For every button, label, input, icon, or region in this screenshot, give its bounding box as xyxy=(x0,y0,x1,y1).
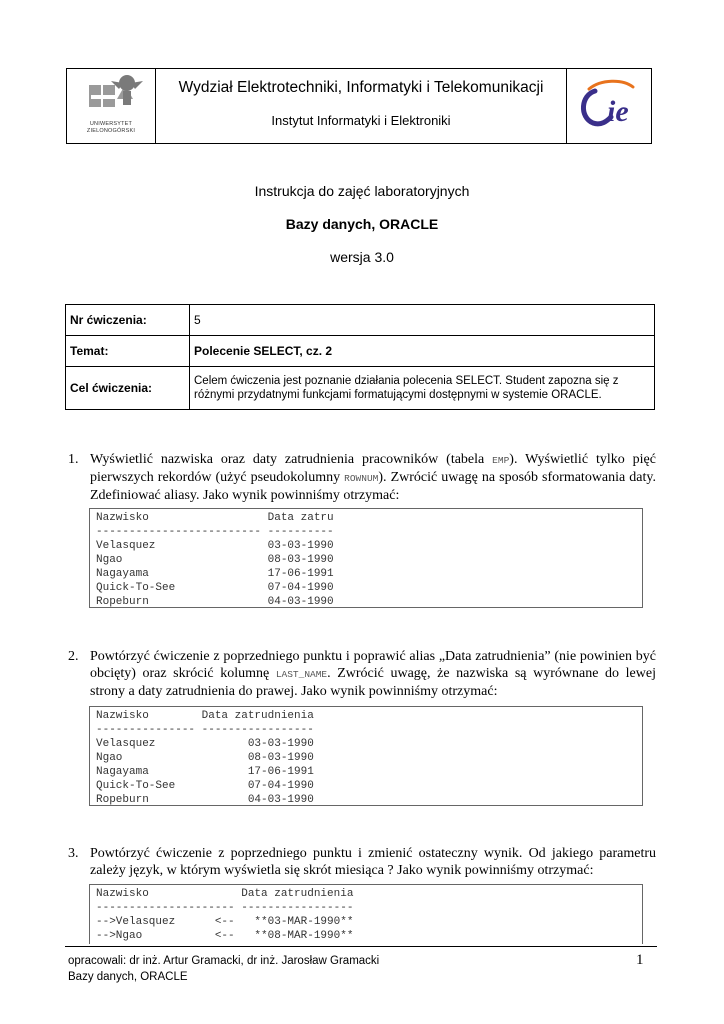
task-number: 1. xyxy=(68,452,79,467)
course-title: Bazy danych, ORACLE xyxy=(285,216,439,232)
text-segment: ). Wyświetlić tylko pięć pierwszych rekordów (użyć pseudokolumny xyxy=(90,452,656,485)
university-caption xyxy=(67,121,155,134)
expected-output: Nazwisko Data zatrudnienia --------------------- ----------------- -->Velasquez <-- **03-MAR-1990** -->Ngao <-- **08-MAR-1990** xyxy=(89,884,643,944)
institute-logo xyxy=(566,69,651,143)
goal-value xyxy=(190,367,655,410)
page-number: 1 xyxy=(636,952,644,968)
table-row xyxy=(66,336,655,367)
footer-authors: opracowali: dr inż. Artur Gramacki, dr inż. Jarosław Gramacki xyxy=(68,955,380,967)
table-row xyxy=(66,305,655,336)
faculty-name: Wydział Elektrotechniki, Informatyki i Telekomunikacji xyxy=(178,79,544,96)
instruction-subtitle: Instrukcja do zajęć laboratoryjnych xyxy=(254,183,470,199)
iie-logo-icon xyxy=(567,69,651,143)
version-label: wersja 3.0 xyxy=(330,249,394,265)
task-text xyxy=(90,451,656,504)
task-text xyxy=(90,648,656,700)
caption-line-2: ZIELONOGÓRSKI xyxy=(86,127,136,134)
goal-label: Cel ćwiczenia: xyxy=(66,367,190,410)
expected-output: Nazwisko Data zatrudnienia --------------- ----------------- Velasquez 03-03-1990 Ngao 08-03-1990 Nagayama 17-06-1991 Quick-To-See 07-04-1990 Ropeburn 04-03-1990 xyxy=(89,706,643,806)
text-segment: ). Zwrócić uwagę na sposób sformatowania daty. Zdefiniować aliasy. Jako wynik powinniśmy otrzymać: xyxy=(90,470,656,503)
topic-label: Temat: xyxy=(66,336,190,367)
inline-code: EMP xyxy=(492,455,510,466)
page-footer xyxy=(68,953,379,985)
exercise-number-label: Nr ćwiczenia: xyxy=(66,305,190,336)
task-2 xyxy=(68,648,656,700)
exercise-info-table xyxy=(65,304,655,410)
task-number: 2. xyxy=(68,649,79,664)
text-segment: . Zwrócić uwagę, że nazwiska są wyrównane do lewej strony a daty zatrudnienia do prawej. Jako wynik powinniśmy otrzymać: xyxy=(90,666,656,699)
table-row xyxy=(66,367,655,410)
text-segment: Wyświetlić nazwiska oraz daty zatrudnienia pracowników (tabela xyxy=(90,452,493,467)
footer-course: Bazy danych, ORACLE xyxy=(68,971,188,983)
inline-code: LAST_NAME xyxy=(275,669,328,680)
text-segment: Powtórzyć ćwiczenie z poprzedniego punktu i poprawić alias „Data zatrudnienia” (nie powinien być obcięty) oraz skrócić kolumnę xyxy=(90,649,656,681)
task-number: 3. xyxy=(68,846,79,861)
task-1 xyxy=(68,451,656,503)
inline-code: ROWNUM xyxy=(344,473,379,484)
header-text xyxy=(156,69,566,143)
goal-line-1: Celem ćwiczenia jest poznanie działania polecenia SELECT. Student zapozna się z xyxy=(194,375,619,387)
footer-divider xyxy=(65,946,657,947)
topic-value: Polecenie SELECT, cz. 2 xyxy=(190,336,655,367)
university-logo xyxy=(67,69,156,143)
task-text: Powtórzyć ćwiczenie z poprzedniego punktu i zmienić ostateczny wynik. Od jakiego parametru zależy język, w którym wyświetla się skrót miesiąca ? Jako wynik powinniśmy otrzymać: xyxy=(90,846,656,878)
institute-name: Instytut Informatyki i Elektroniki xyxy=(271,113,451,128)
logo-letters: ie xyxy=(607,95,629,128)
expected-output: Nazwisko Data zatru ------------------------- ---------- Velasquez 03-03-1990 Ngao 08-03-1990 Nagayama 17-06-1991 Quick-To-See 07-04-1990 Ropeburn 04-03-1990 xyxy=(89,508,643,608)
exercise-number-value: 5 xyxy=(190,305,655,336)
uz-eagle-logo-icon xyxy=(67,69,155,121)
task-3 xyxy=(68,845,656,881)
goal-line-2: różnymi przydatnymi funkcjami formatującymi dostępnymi w systemie ORACLE. xyxy=(194,389,602,401)
caption-line-1: UNIWERSYTET xyxy=(89,121,133,127)
document-header xyxy=(66,68,652,144)
